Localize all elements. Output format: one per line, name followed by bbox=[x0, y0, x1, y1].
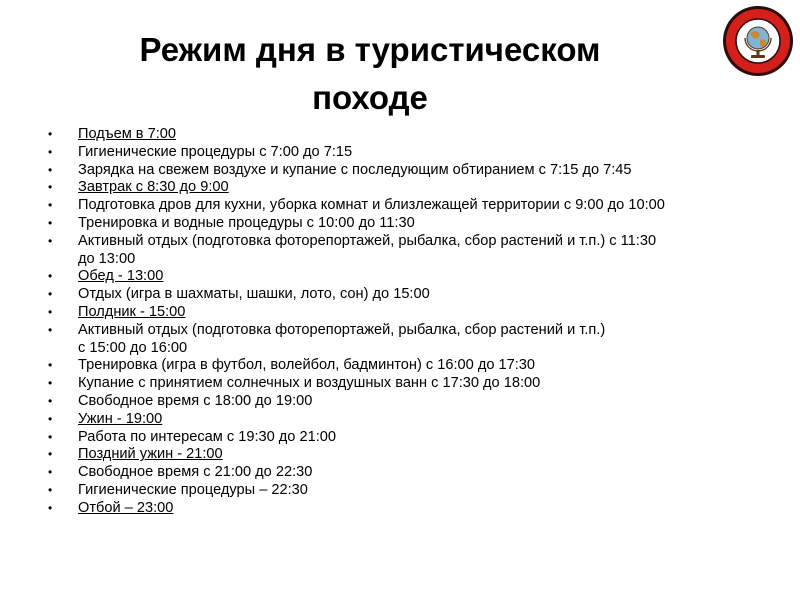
schedule-item bbox=[46, 446, 776, 464]
schedule-item-text: Тренировка (игра в футбол, волейбол, бадминтон) с 16:00 до 17:30 bbox=[78, 357, 536, 374]
schedule-item-text: Подготовка дров для кухни, уборка комнат и близлежащей территории с 9:00 до 10:00 bbox=[78, 197, 665, 214]
schedule-item bbox=[46, 197, 776, 215]
schedule-item bbox=[46, 304, 776, 322]
bullet-icon: • bbox=[48, 482, 53, 497]
schedule-item bbox=[46, 357, 776, 375]
schedule-item bbox=[46, 162, 776, 180]
bullet-icon: • bbox=[48, 411, 53, 426]
bullet-icon: • bbox=[48, 127, 53, 141]
schedule-item-text: Обед - 13:00 bbox=[78, 268, 164, 285]
bullet-icon: • bbox=[48, 447, 53, 462]
bullet-icon: • bbox=[48, 429, 53, 444]
schedule-item bbox=[46, 375, 776, 393]
schedule-item-text: Отбой – 23:00 bbox=[78, 499, 174, 516]
schedule-item-text: Свободное время с 21:00 до 22:30 bbox=[78, 464, 313, 481]
bullet-icon: • bbox=[48, 215, 53, 230]
bullet-icon: • bbox=[48, 376, 53, 391]
bullet-icon: • bbox=[48, 198, 53, 213]
schedule-item bbox=[46, 500, 776, 518]
bullet-icon: • bbox=[48, 465, 53, 480]
schedule-item-text: Тренировка и водные процедуры с 10:00 до 11:30 bbox=[78, 214, 415, 231]
schedule-item-text: Отдых (игра в шахматы, шашки, лото, сон) до 15:00 bbox=[78, 286, 430, 303]
schedule-item bbox=[46, 144, 776, 162]
bullet-icon: • bbox=[48, 162, 53, 177]
schedule-item-text: Работа по интересам с 19:30 до 21:00 bbox=[78, 428, 336, 445]
bullet-icon: • bbox=[48, 269, 53, 284]
schedule-list bbox=[46, 126, 776, 518]
schedule-item bbox=[46, 482, 776, 500]
schedule-item-text: Подъем в 7:00 bbox=[78, 126, 177, 142]
bullet-icon: • bbox=[48, 144, 53, 159]
bullet-icon: • bbox=[48, 393, 53, 408]
schedule-item bbox=[46, 286, 776, 304]
schedule-item bbox=[46, 322, 776, 358]
schedule-item-text: Активный отдых (подготовка фоторепортажей, рыбалка, сбор растений и т.п.) с 11:30 до 13:00 bbox=[78, 232, 657, 267]
bullet-icon: • bbox=[48, 304, 53, 319]
schedule-item bbox=[46, 268, 776, 286]
globe-logo-svg bbox=[721, 4, 795, 78]
bullet-icon: • bbox=[48, 358, 53, 373]
schedule-item-text: Активный отдых (подготовка фоторепортажей, рыбалка, сбор растений и т.п.) с 15:00 до 16:00 bbox=[78, 321, 606, 356]
schedule-item bbox=[46, 464, 776, 482]
schedule-item bbox=[46, 393, 776, 411]
schedule-item bbox=[46, 429, 776, 447]
schedule-item-text: Свободное время с 18:00 до 19:00 bbox=[78, 392, 313, 409]
schedule-item-text: Полдник - 15:00 bbox=[78, 303, 186, 320]
schedule-item bbox=[46, 179, 776, 197]
schedule-item bbox=[46, 233, 776, 269]
schedule-item-text: Поздний ужин - 21:00 bbox=[78, 446, 223, 463]
bullet-icon: • bbox=[48, 233, 53, 248]
bullet-icon: • bbox=[48, 180, 53, 195]
bullet-icon: • bbox=[48, 322, 53, 337]
bullet-icon: • bbox=[48, 500, 53, 515]
globe-icon bbox=[721, 4, 795, 78]
schedule-item-text: Купание с принятием солнечных и воздушных ванн с 17:30 до 18:00 bbox=[78, 375, 541, 392]
schedule-item bbox=[46, 215, 776, 233]
schedule-item bbox=[46, 126, 776, 144]
schedule-item-text: Зарядка на свежем воздухе и купание с последующим обтиранием с 7:15 до 7:45 bbox=[78, 161, 632, 178]
bullet-icon: • bbox=[48, 287, 53, 302]
schedule-item-text: Завтрак с 8:30 до 9:00 bbox=[78, 179, 229, 196]
slide-title: Режим дня в туристическом походе bbox=[139, 31, 601, 116]
schedule-item bbox=[46, 411, 776, 429]
schedule-item-text: Гигиенические процедуры – 22:30 bbox=[78, 481, 308, 498]
schedule-item-text: Ужин - 19:00 bbox=[78, 410, 163, 427]
schedule-item-text: Гигиенические процедуры с 7:00 до 7:15 bbox=[78, 143, 353, 160]
